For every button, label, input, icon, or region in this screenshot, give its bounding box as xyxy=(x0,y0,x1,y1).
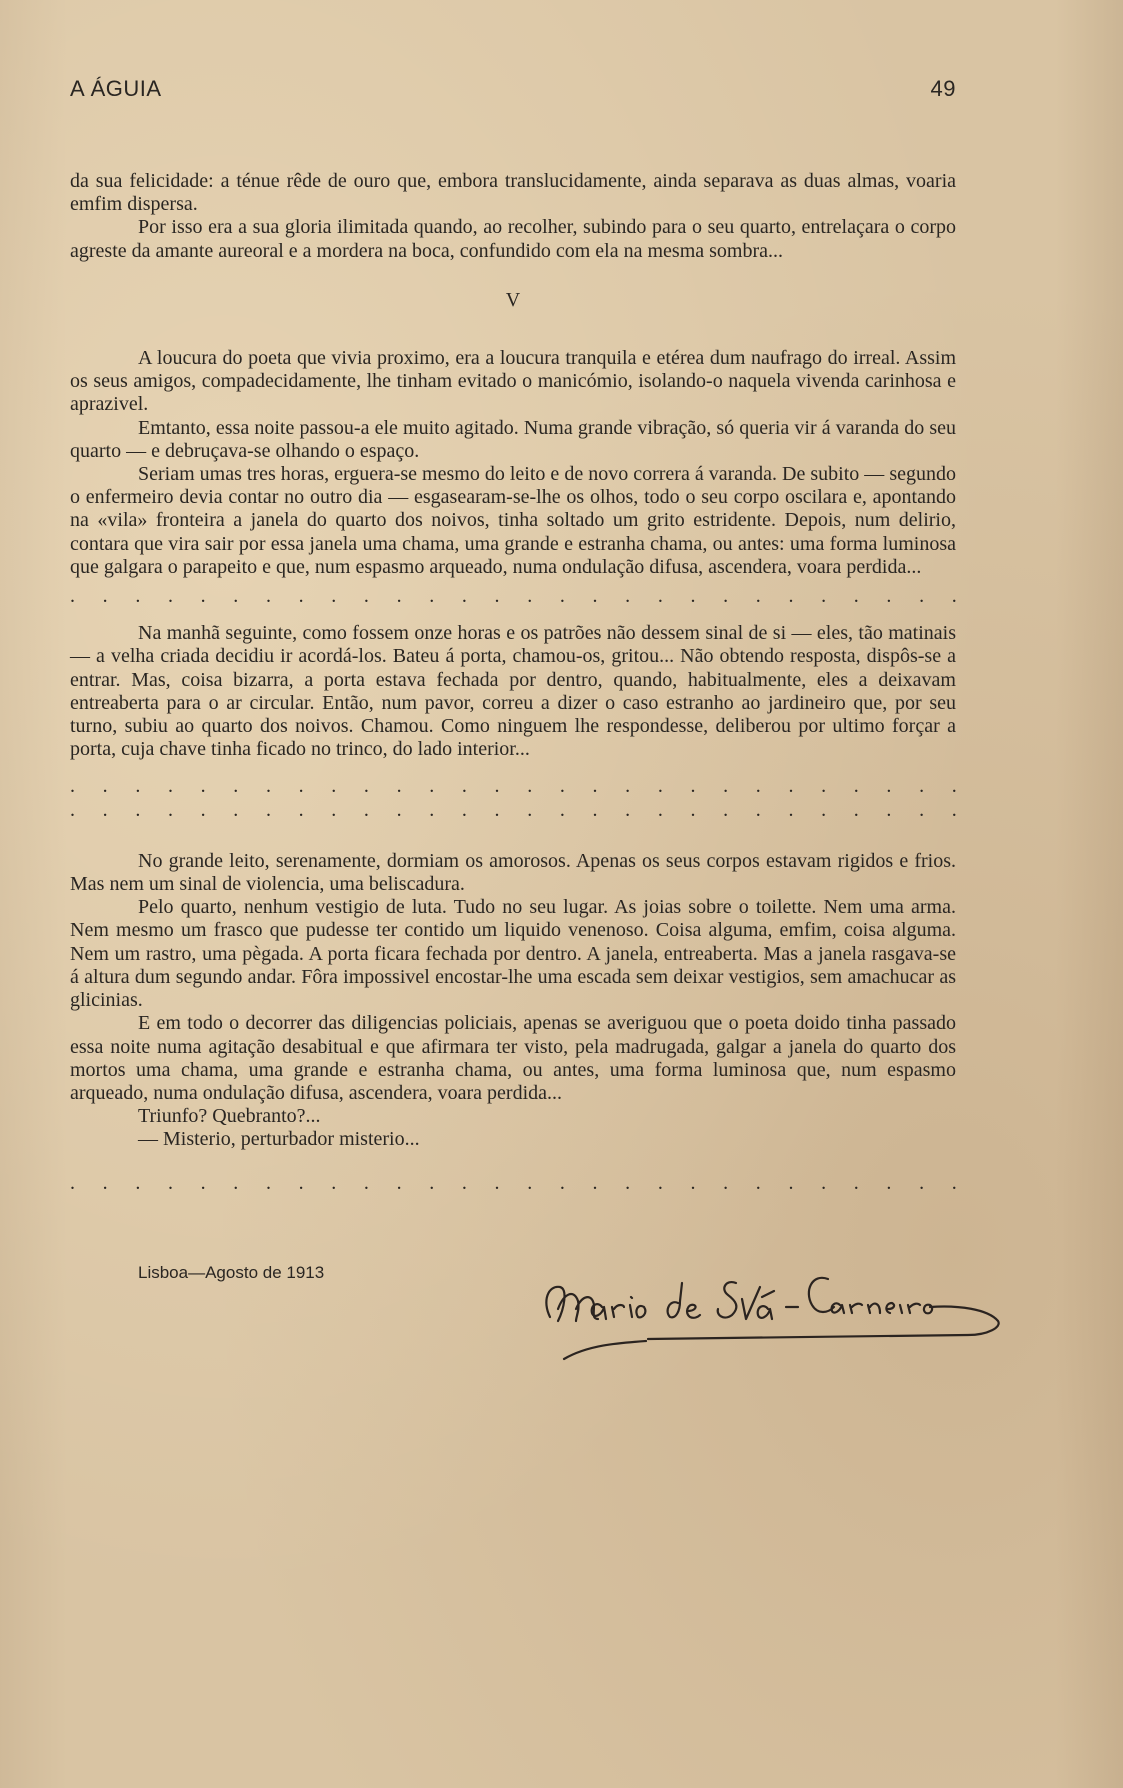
dotted-separator: . . . . . . . . . . . . . . . . . . . . . . . . . . . . xyxy=(70,798,957,821)
final-paragraph-1: No grande leito, serenamente, dormiam os amorosos. Apenas os seus corpos estavam rigidos e frios. Mas nem um sinal de violencia, uma beliscadura. xyxy=(70,849,956,896)
section-paragraph-2: Emtanto, essa noite passou-a ele muito agitado. Numa grande vibração, só queria vir á varanda do seu quarto — e debruçava-se olhando o espaço. xyxy=(70,416,956,462)
journal-title: A ÁGUIA xyxy=(70,76,162,101)
morning-paragraph: Na manhã seguinte, como fossem onze horas e os patrões não dessem sinal de si — eles, tão matinais — a velha criada decidiu ir acordá-los. Bateu á porta, chamou-os, gritou... Não obtendo resposta, dispôs-se a entrar. Mas, coisa bizarra, a porta estava fechada por dentro, quando, habitualmente, eles a deixavam entreaberta para o ar circular. Então, num pavor, correu a dizer o caso estranho ao jardineiro que, por seu turno, subiu ao quarto dos noivos. Chamou. Como ninguem lhe respondesse, deliberou por ultimo forçar a porta, cuja chave tinha ficado no trinco, do lado interior... xyxy=(70,622,956,761)
paragraph-2: Por isso era a sua gloria ilimitada quando, ao recolher, subindo para o seu quarto, entrelaçara o corpo agreste da amante aureoral e a mordera na boca, confundido com ela na mesma sombra... xyxy=(70,216,956,262)
page-number: 49 xyxy=(930,76,956,101)
final-paragraph-2: Pelo quarto, nenhum vestigio de luta. Tudo no seu lugar. As joias sobre o toilette. Nem uma arma. Nem mesmo um frasco que pudesse ter contido um liquido venenoso. Coisa alguma, emfim, coisa alguma. Nem um rastro, uma pègada. A porta ficara fechada por dentro. A janela, entreaberta. Mas a janela rasgava-se á altura dum segundo andar. Fôra impossivel encostar-lhe uma escada sem deixar vestigios, sem amachucar as glicinias. xyxy=(70,896,956,1012)
dotted-separator: . . . . . . . . . . . . . . . . . . . . . . . . . . . . xyxy=(70,775,957,798)
dotted-separator: . . . . . . . . . . . . . . . . . . . . . . . . . . . . xyxy=(70,585,957,608)
signature-block xyxy=(70,1249,956,1359)
section-paragraph-3: Seriam umas tres horas, erguera-se mesmo do leito e de novo correra á varanda. De subito — segundo o enfermeiro devia contar no outro dia — esgasearam-se-lhe os olhos, todo o seu corpo oscilara e, apontando na «vila» fronteira a janela do quarto dos noivos, tinha soltado um grito estridente. Depois, num delirio, contara que vira sair por essa janela uma chama, uma grande e estranha chama, ou antes: uma forma luminosa que galgara o parapeito e que, num espasmo arqueado, numa ondulação difusa, ascendera, voara perdida... xyxy=(70,463,956,578)
running-header xyxy=(70,76,956,102)
place-date: Lisboa—Agosto de 1913 xyxy=(138,1262,325,1282)
paragraph-1: da sua felicidade: a ténue rêde de ouro que, embora translucidamente, ainda separava as duas almas, voaria emfim dispersa. xyxy=(70,170,956,216)
section-heading: V xyxy=(505,288,521,311)
dotted-separator: . . . . . . . . . . . . . . . . . . . . . . . . . . . . xyxy=(70,1171,957,1194)
final-paragraph-3: E em todo o decorrer das diligencias policiais, apenas se averiguou que o poeta doido tinha passado essa noite numa agitação desabitual e que afirmara ter visto, pela madrugada, galgar a janela do quarto dos mortos uma chama, uma grande e estranha chama, ou antes, uma forma luminosa que, num espasmo arqueado, numa ondulação difusa, ascendera, voara perdida... xyxy=(70,1012,956,1104)
final-paragraph-5: — Misterio, perturbador misterio... xyxy=(138,1128,420,1151)
handwritten-signature-icon xyxy=(528,1249,1028,1359)
article-body xyxy=(70,170,956,1359)
section-paragraph-1: A loucura do poeta que vivia proximo, era a loucura tranquila e etérea dum naufrago do irreal. Assim os seus amigos, compadecidamente, lhe tinham evitado o manicómio, isolando-o naquela vivenda carinhosa e aprazivel. xyxy=(70,347,956,416)
final-paragraph-4: Triunfo? Quebranto?... xyxy=(138,1105,321,1128)
page xyxy=(70,76,956,1359)
